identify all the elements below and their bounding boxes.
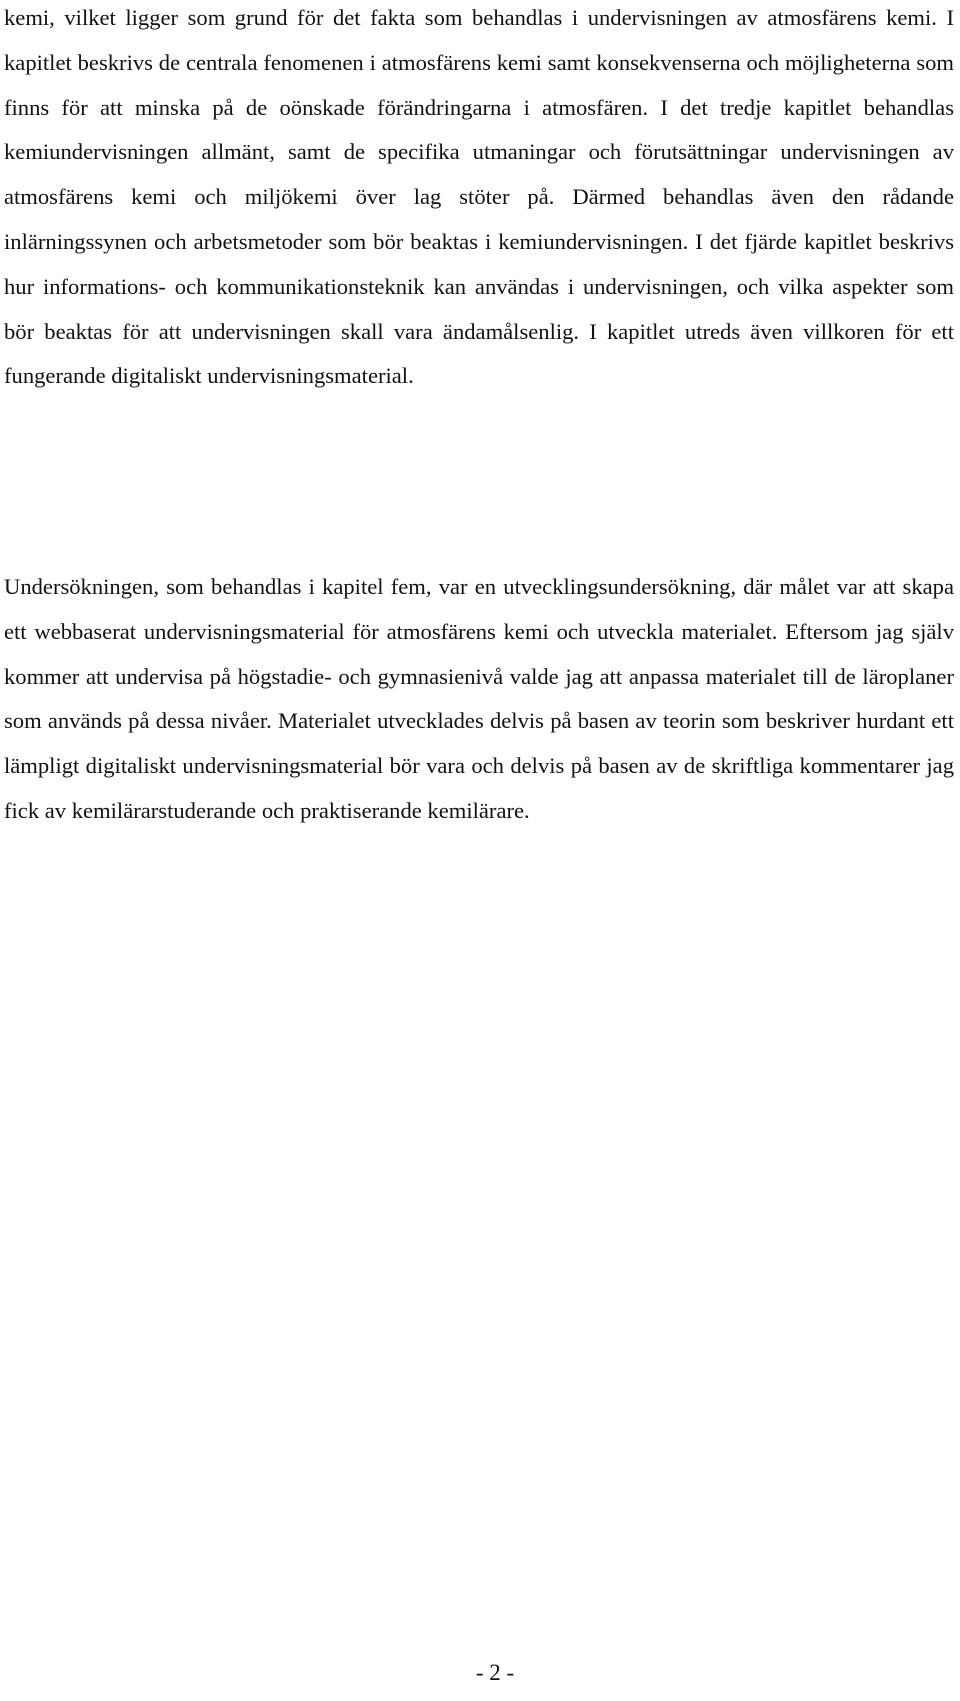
- body-paragraph-2: Undersökningen, som behandlas i kapitel fem, var en utvecklingsundersökning, där målet var att skapa ett webbaserat undervisningsmaterial för atmosfärens kemi och utveckla materialet. Eftersom jag själv kommer att undervisa på högstadie- och gymnasienivå valde jag att anpassa materialet till de läroplaner som används på dessa nivåer. Materialet utvecklades delvis på basen av teorin som beskriver hurdant ett lämpligt digitaliskt undervisningsmaterial bör vara och delvis på basen av de skriftliga kommentarer jag fick av kemilärarstuderande och praktiserande kemilärare.: [4, 574, 954, 823]
- body-paragraph-1: kemi, vilket ligger som grund för det fakta som behandlas i undervisningen av atmosfärens kemi. I kapitlet beskrivs de centrala fenomenen i atmosfärens kemi samt konsekvenserna och möjligheterna som finns för att minska på de oönskade förändringarna i atmosfären. I det tredje kapitlet behandlas kemiundervisningen allmänt, samt de specifika utmaningar och förutsättningar undervisningen av atmosfärens kemi och miljökemi över lag stöter på. Därmed behandlas även den rådande inlärningssynen och arbetsmetoder som bör beaktas i kemiundervisningen. I det fjärde kapitlet beskrivs hur informations- och kommunikationsteknik kan användas i undervisningen, och vilka aspekter som bör beaktas för att undervisningen skall vara ändamålsenlig. I kapitlet utreds även villkoren för ett fungerande digitaliskt undervisningsmaterial.: [4, 5, 954, 389]
- page-number: - 2 -: [475, 1660, 515, 1685]
